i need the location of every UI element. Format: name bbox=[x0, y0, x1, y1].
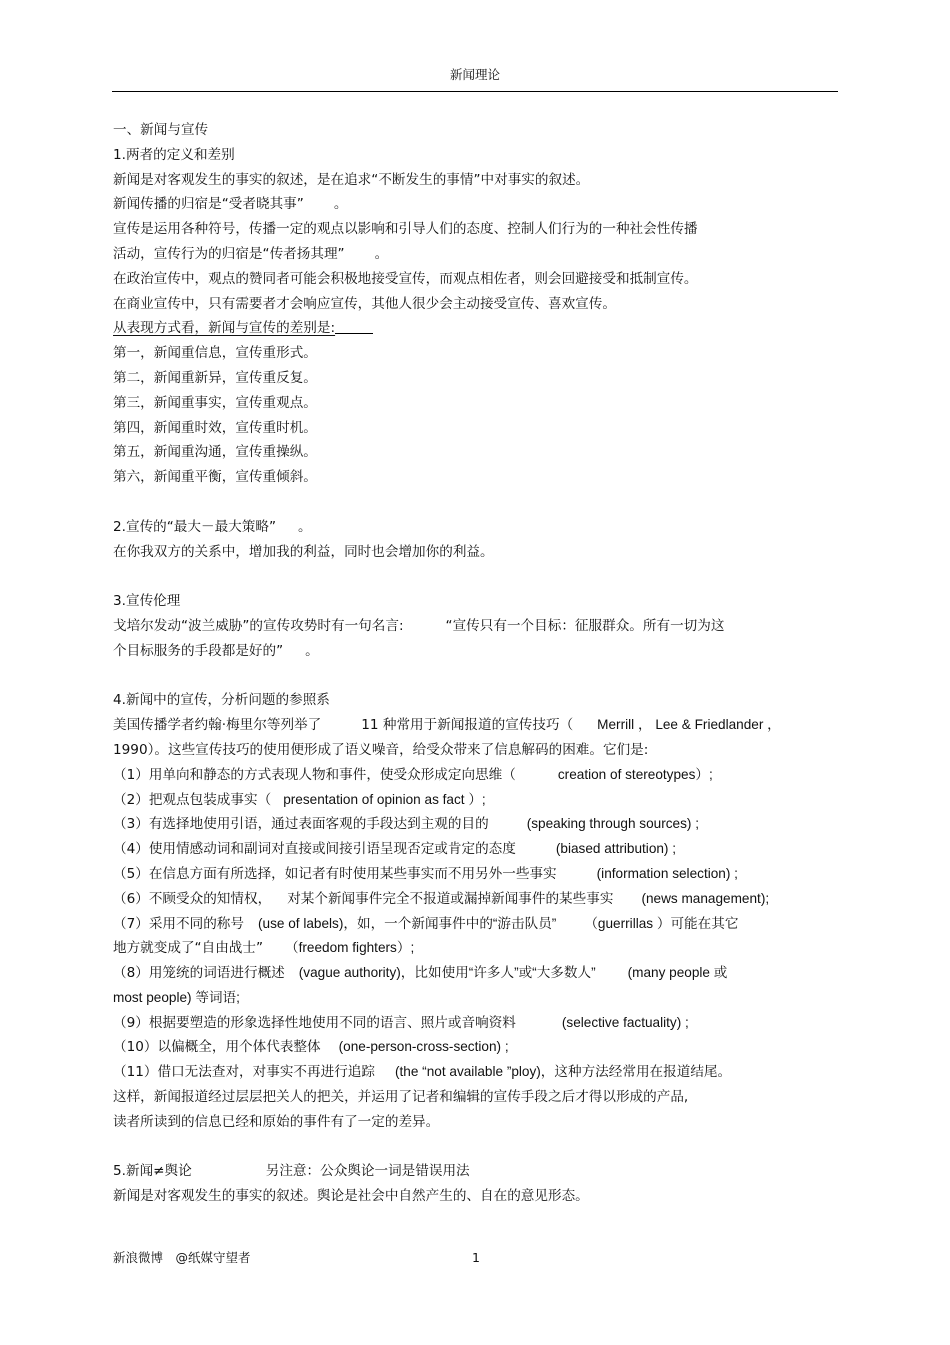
text-run: 新闻传播的归宿是“受者晓其事” bbox=[113, 196, 304, 213]
paragraph: 新闻是对客观发生的事实的叙述。舆论是社会中自然产生的、自在的意见形态。 bbox=[113, 1188, 589, 1205]
text-run: （7）采用不同的称号 bbox=[113, 915, 244, 932]
text-run: （freedom fighters）; bbox=[285, 940, 415, 956]
text-run: 戈培尔发动“波兰威胁”的宣传攻势时有一句名言: bbox=[113, 617, 404, 634]
paragraph: 新闻是对客观发生的事实的叙述，是在追求“不断发生的事情”中对事实的叙述。 bbox=[113, 171, 590, 188]
technique-item bbox=[113, 1035, 839, 1060]
technique-item-continued bbox=[113, 936, 839, 961]
text-run: (the “not available ”ploy)，这种方法经常用在报道结尾。 bbox=[394, 1064, 732, 1080]
text-run: (many people 或 bbox=[627, 965, 728, 981]
text-run: 个目标服务的手段都是好的” bbox=[113, 642, 284, 659]
page-number: 1 bbox=[472, 1250, 480, 1265]
paragraph: 这样，新闻报道经过层层把关人的把关，并运用了记者和编辑的宣传手段之后才得以形成的产品, bbox=[113, 1089, 689, 1106]
underlined-lead bbox=[113, 316, 839, 341]
paragraph: 读者所读到的信息已经和原始的事件有了一定的差异。 bbox=[113, 1113, 440, 1130]
paragraph bbox=[113, 242, 839, 267]
paragraph bbox=[113, 713, 839, 738]
technique-item bbox=[113, 788, 839, 813]
paragraph bbox=[113, 639, 839, 664]
technique-item bbox=[113, 837, 839, 862]
text-run: 2.宣传的“最大－最大策略” bbox=[113, 518, 276, 535]
text-run: (vague authority)，比如使用“许多人”或“大多数人” bbox=[298, 965, 596, 981]
paragraph bbox=[113, 192, 839, 217]
paragraph bbox=[113, 614, 839, 639]
section-4-heading: 4.新闻中的宣传，分析问题的参照系 bbox=[113, 692, 330, 709]
text-run: (information selection) ; bbox=[596, 865, 738, 881]
technique-item bbox=[113, 1060, 839, 1085]
text-run: (biased attribution) ; bbox=[555, 841, 677, 857]
paragraph: 宣传是运用各种符号，传播一定的观点以影响和引导人们的态度、控制人们行为的一种社会性传播 bbox=[113, 221, 698, 238]
section-3-heading: 3.宣传伦理 bbox=[113, 593, 181, 610]
text-run: creation of stereotypes）; bbox=[557, 766, 713, 782]
list-item: 第二，新闻重新异，宣传重反复。 bbox=[113, 369, 317, 386]
running-header-title: 新闻理论 bbox=[449, 67, 500, 82]
text-run: （1）用单向和静态的方式表现人物和事件，使受众形成定向思维（ bbox=[113, 766, 516, 783]
section-1-heading: 一、新闻与宣传 bbox=[113, 122, 209, 138]
technique-item bbox=[113, 1011, 839, 1036]
technique-item bbox=[113, 862, 839, 887]
text-run: (speaking through sources) ; bbox=[526, 816, 699, 832]
text-run: “宣传只有一个目标：征服群众。所有一切为这 bbox=[445, 617, 725, 634]
paragraph: 1990）。这些宣传技巧的使用便形成了语义噪音，给受众带来了信息解码的困难。它们是: bbox=[113, 741, 649, 758]
text-run: （guerrillas ）可能在其它 bbox=[584, 915, 739, 931]
text-run: Merrill ， Lee & Friedlander ， bbox=[597, 717, 781, 733]
list-item: 第六，新闻重平衡，宣传重倾斜。 bbox=[113, 469, 317, 486]
text-run: （3）有选择地使用引语，通过表面客观的手段达到主观的目的 bbox=[113, 816, 489, 833]
section-2-heading bbox=[113, 515, 839, 540]
text-run: (selective factuality) ; bbox=[561, 1014, 689, 1030]
footer-source: 新浪微博 @纸媒守望者 bbox=[113, 1250, 251, 1265]
text-run: （9）根据要塑造的形象选择性地使用不同的语言、照片或音响资料 bbox=[113, 1014, 516, 1031]
text-run: 地方就变成了“自由战士” bbox=[113, 940, 264, 957]
text-run: 活动，宣传行为的归宿是“传者扬其理” bbox=[113, 245, 345, 262]
paragraph: 在你我双方的关系中，增加我的利益，同时也会增加你的利益。 bbox=[113, 543, 494, 560]
list-item: 第五，新闻重沟通，宣传重操纵。 bbox=[113, 444, 317, 461]
header-rule bbox=[112, 91, 838, 92]
text-run: (one-person-cross-section) ; bbox=[338, 1039, 509, 1055]
list-item: 第三，新闻重事实，宣传重观点。 bbox=[113, 394, 317, 411]
text-run: 。 bbox=[298, 518, 312, 535]
technique-item bbox=[113, 961, 839, 986]
text-run: 另注意：公众舆论一词是错误用法 bbox=[265, 1163, 470, 1180]
underline-blank bbox=[335, 319, 373, 334]
paragraph: 在政治宣传中，观点的赞同者可能会积极地接受宣传，而观点相佐者，则会回避接受和抵制宣传。 bbox=[113, 270, 698, 287]
text-run: （11）借口无法查对，对事实不再进行追踪 bbox=[113, 1064, 375, 1081]
text-run: （6）不顾受众的知情权， bbox=[113, 890, 272, 907]
text-run: (use of labels)，如，一个新闻事件中的“游击队员” bbox=[258, 915, 557, 931]
text-run: 。 bbox=[333, 196, 348, 213]
text-run: 11 种常用于新闻报道的宣传技巧（ bbox=[361, 717, 574, 734]
text-run: 。 bbox=[305, 642, 319, 659]
document-body bbox=[113, 118, 839, 1209]
technique-item-continued: most people) 等词语; bbox=[113, 989, 240, 1005]
section-5-heading bbox=[113, 1159, 839, 1184]
technique-item bbox=[113, 763, 839, 788]
text-run: 美国传播学者约翰·梅里尔等列举了 bbox=[113, 717, 322, 734]
text-run: 5.新闻≠舆论 bbox=[113, 1163, 192, 1180]
subsection-1-heading: 1.两者的定义和差别 bbox=[113, 146, 235, 163]
list-item: 第四，新闻重时效，宣传重时机。 bbox=[113, 419, 317, 436]
text-run: （8）用笼统的词语进行概述 bbox=[113, 965, 285, 982]
list-item: 第一，新闻重信息，宣传重形式。 bbox=[113, 345, 317, 362]
text-run: 。 bbox=[374, 245, 389, 262]
text-run: presentation of opinion as fact ）; bbox=[283, 791, 486, 807]
text-run: 对某个新闻事件完全不报道或漏掉新闻事件的某些事实 bbox=[287, 890, 614, 907]
technique-item bbox=[113, 912, 839, 937]
paragraph: 在商业宣传中，只有需要者才会响应宣传，其他人很少会主动接受宣传、喜欢宣传。 bbox=[113, 295, 616, 312]
technique-item bbox=[113, 812, 839, 837]
text-run: （10）以偏概全，用个体代表整体 bbox=[113, 1039, 321, 1056]
technique-item bbox=[113, 887, 839, 912]
text-run: （5）在信息方面有所选择，如记者有时使用某些事实而不用另外一些事实 bbox=[113, 865, 557, 882]
text-run: （2）把观点包装成事实（ bbox=[113, 791, 272, 808]
text-run: (news management); bbox=[641, 890, 770, 906]
text-run: （4）使用情感动词和副词对直接或间接引语呈现否定或肯定的态度 bbox=[113, 841, 516, 858]
text-run: 从表现方式看，新闻与宣传的差别是: bbox=[113, 320, 336, 337]
